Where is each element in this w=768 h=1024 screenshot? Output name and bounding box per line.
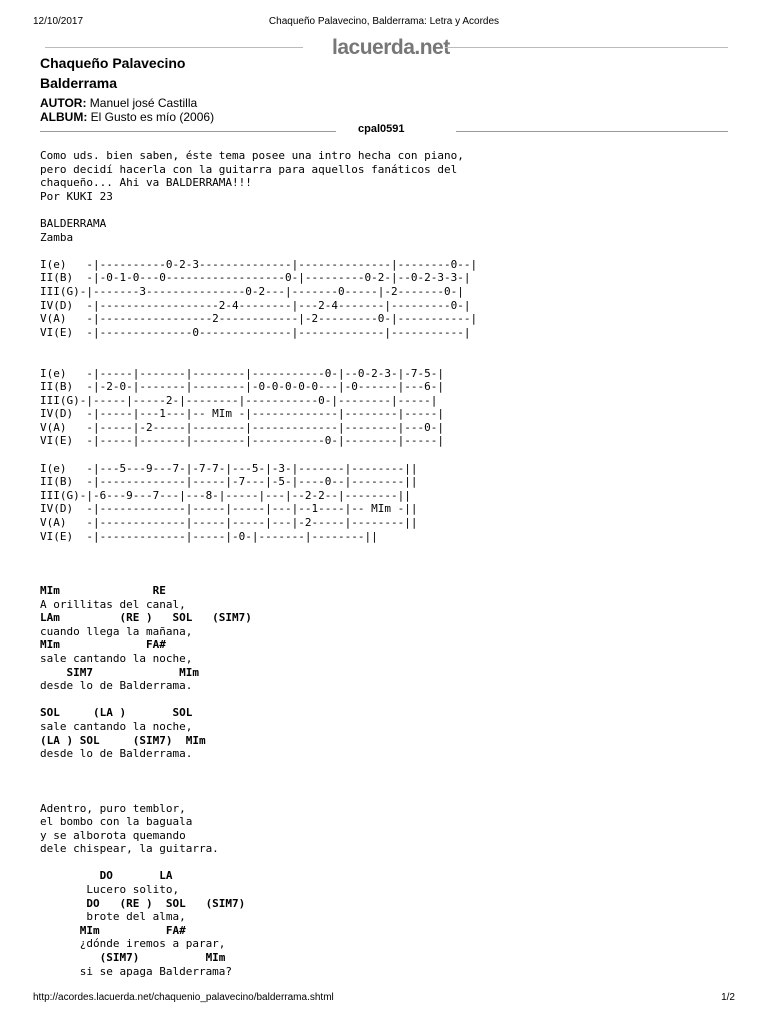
print-date: 12/10/2017 [33, 16, 84, 27]
tab-line: III(G)-|-6---9---7---|---8-|-----|---|--2-2--|--------|| [40, 488, 411, 502]
contributor-divider-left [40, 131, 336, 132]
album-line [40, 110, 214, 124]
print-header [33, 16, 735, 30]
contributor-username[interactable]: cpal0591 [358, 123, 405, 135]
tab-line: II(B) -|-2-0-|-------|--------|-0-0-0-0-0---|-0------|---6-| [40, 380, 444, 394]
lyric-line: y se alborota quemando [40, 828, 186, 842]
tab-line: V(A) -|-----------------2------------|-2---------0-|-----------| [40, 312, 478, 326]
lyric-line: Adentro, puro temblor, [40, 801, 186, 815]
lyric-line: brote del alma, [40, 910, 186, 924]
print-page-number: 1/2 [721, 992, 735, 1003]
header-divider-left [45, 47, 303, 48]
autor-value: Manuel josé Castilla [89, 96, 198, 110]
blank-line [40, 557, 730, 571]
print-footer [33, 992, 735, 1006]
blank-line [40, 543, 730, 557]
tab-line: IV(D) -|-----|---1---|-- MIm -|-------------|--------|-----| [40, 407, 444, 421]
chord-line: LAm (RE ) SOL (SIM7) [40, 611, 252, 625]
lyric-line: sale cantando la noche, [40, 651, 193, 665]
lyric-line: si se apaga Balderrama? [40, 964, 233, 978]
blank-line [40, 693, 730, 707]
autor-line [40, 96, 197, 110]
tab-line: VI(E) -|-------------|-----|-0-|-------|--------|| [40, 529, 378, 543]
album-label: ALBUM: [40, 110, 88, 124]
blank-line [40, 570, 730, 584]
print-url: http://acordes.lacuerda.net/chaquenio_palavecino/balderrama.shtml [33, 992, 334, 1003]
lyric-line: el bombo con la baguala [40, 815, 193, 829]
lyric-line: Zamba [40, 230, 74, 244]
chord-line: DO LA [40, 869, 173, 883]
lyric-line: ¿dónde iremos a parar, [40, 937, 226, 951]
tab-line: III(G)-|-------3---------------0-2---|-------0-----|-2-------0-| [40, 284, 464, 298]
print-page-title: Chaqueño Palavecino, Balderrama: Letra y Acordes [268, 16, 500, 27]
tab-line: V(A) -|-----|-2-----|--------|-------------|--------|---0-| [40, 420, 444, 434]
blank-line [40, 448, 730, 462]
song-artist[interactable]: Chaqueño Palavecino [40, 55, 186, 71]
lyric-line: pero decidí hacerla con la guitarra para aquellos fanáticos del [40, 162, 458, 176]
lyric-line: sale cantando la noche, [40, 719, 193, 733]
autor-label: AUTOR: [40, 96, 87, 110]
tab-line: I(e) -|----------0-2-3--------------|--------------|--------0--| [40, 257, 478, 271]
tab-line: IV(D) -|-------------|-----|-----|---|--1----|-- MIm -|| [40, 502, 418, 516]
lyric-line: Por KUKI 23 [40, 189, 113, 203]
chord-line: (LA ) SOL (SIM7) MIm [40, 733, 206, 747]
tab-line: III(G)-|-----|-----2-|--------|-----------0-|--------|-----| [40, 393, 438, 407]
blank-line [40, 339, 730, 353]
lyric-line: BALDERRAMA [40, 216, 107, 230]
contributor-row [40, 123, 728, 139]
chord-line: (SIM7) MIm [40, 951, 226, 965]
chord-line: MIm FA# [40, 638, 166, 652]
song-title: Balderrama [40, 75, 118, 91]
tab-line: IV(D) -|------------------2-4--------|---2-4-------|---------0-| [40, 298, 471, 312]
blank-line [40, 774, 730, 788]
tab-line: VI(E) -|-----|-------|--------|-----------0-|--------|-----| [40, 434, 444, 448]
chord-line: MIm RE [40, 584, 166, 597]
blank-line [40, 244, 730, 258]
lyric-line: chaqueño... Ahi va BALDERRAMA!!! [40, 176, 252, 190]
lyric-line: cuando llega la mañana, [40, 624, 193, 638]
blank-line [40, 761, 730, 775]
album-value: El Gusto es mío (2006) [90, 110, 215, 124]
lyric-line: A orillitas del canal, [40, 597, 186, 611]
tab-line: I(e) -|---5---9---7-|-7-7-|---5-|-3-|-------|--------|| [40, 461, 418, 475]
chord-line: SOL (LA ) SOL [40, 706, 193, 720]
tab-line: V(A) -|-------------|-----|-----|---|-2-----|--------|| [40, 516, 418, 530]
lyric-line: desde lo de Balderrama. [40, 747, 193, 761]
blank-line [40, 788, 730, 802]
song-body [40, 149, 730, 978]
chord-line: DO (RE ) SOL (SIM7) [40, 896, 246, 910]
tab-line: II(B) -|-------------|-----|-7---|-5-|----0--|--------|| [40, 475, 418, 489]
blank-line [40, 856, 730, 870]
contributor-divider-right [456, 131, 728, 132]
lyric-line: Como uds. bien saben, éste tema posee una intro hecha con piano, [40, 149, 464, 162]
tab-line: VI(E) -|--------------0--------------|-------------|-----------| [40, 325, 471, 339]
tab-line: I(e) -|-----|-------|--------|-----------0-|--0-2-3-|-7-5-| [40, 366, 444, 380]
site-logo[interactable]: lacuerda.net [332, 36, 450, 59]
blank-line [40, 203, 730, 217]
header-divider-right [445, 47, 728, 48]
lyric-line: desde lo de Balderrama. [40, 679, 193, 693]
chord-line: SIM7 MIm [40, 665, 199, 679]
lyric-line: Lucero solito, [40, 883, 180, 897]
lyric-line: dele chispear, la guitarra. [40, 842, 219, 856]
chord-line: MIm FA# [40, 923, 186, 937]
blank-line [40, 353, 730, 367]
tab-line: II(B) -|-0-1-0---0------------------0-|---------0-2-|--0-2-3-3-| [40, 271, 471, 285]
